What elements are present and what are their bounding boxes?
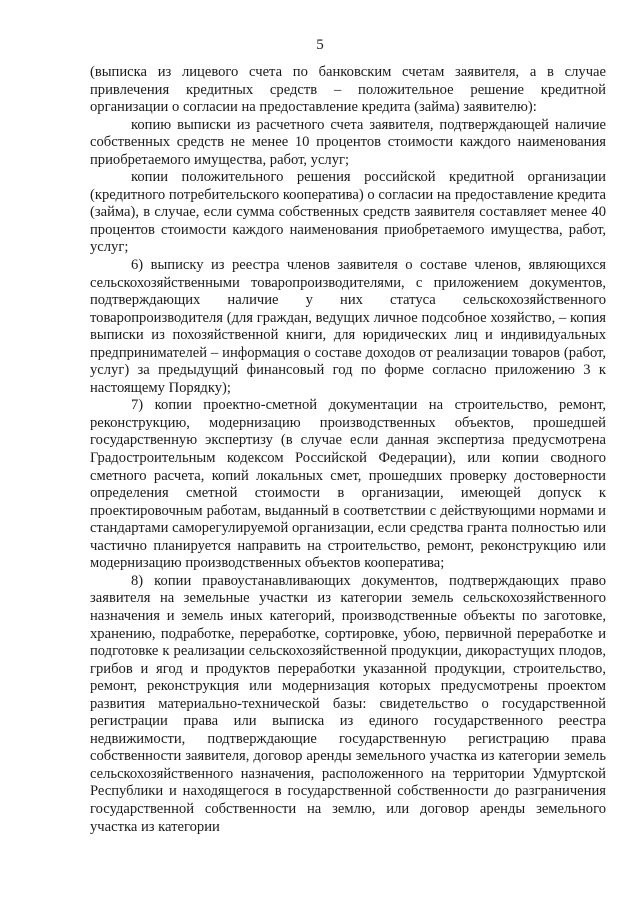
document-body	[90, 64, 606, 836]
paragraph-item-6: 6) выписку из реестра членов заявителя о составе членов, являющихся сельскохозяйственными товаропроизводителями, с приложением документов, подтверждающих наличие у них статуса сельскохозяйственного товаропроизводителя (для граждан, ведущих личное подсобное хозяйство, – копия выписки из похозяйственной книги, для юридических лиц и индивидуальных предпринимателей – информация о составе доходов от реализации товаров (работ, услуг) за предыдущий финансовый год по форме согласно приложению 3 к настоящему Порядку);	[90, 257, 606, 396]
paragraph-account-statement: копию выписки из расчетного счета заявителя, подтверждающей наличие собственных средств не менее 10 процентов стоимости каждого наименования приобретаемого имущества, работ, услуг;	[90, 116, 606, 168]
paragraph-item-7: 7) копии проектно-сметной документации на строительство, ремонт, реконструкцию, модернизацию производственных объектов, прошедшей государственную экспертизу (в случае если данная экспертиза предусмотрена Градостроительным кодексом Российской Федерации), или копии сводного сметного расчета, копий локальных смет, прошедших проверку достоверности определения сметной стоимости в организации, имеющей допуск к проектировочным работам, выданный в соответствии с действующими нормами и стандартами саморегулируемой организации, если средства гранта полностью или частично планируется направить на строительство, ремонт, реконструкцию или модернизацию производственных объектов кооператива;	[90, 397, 606, 572]
paragraph-item-8: 8) копии правоустанавливающих документов, подтверждающих право заявителя на земельные участки из категории земель сельскохозяйственного назначения и земель иных категорий, производственные объекты по заготовке, хранению, подработке, переработке, сортировке, убою, первичной переработке и подготовке к реализации сельскохозяйственной продукции, дикорастущих плодов, грибов и ягод и продуктов переработки указанной продукции, строительство, ремонт, реконструкция или модернизация которых предусмотрены проектом развития материально-технической базы: свидетельство о государственной регистрации права или выписка из единого государственного реестра недвижимости, подтверждающие государственную регистрацию права собственности заявителя, договор аренды земельного участка из категории земель сельскохозяйственного назначения, расположенного на территории Удмуртской Республики и находящегося в государственной собственности до разграничения государственной собственности на землю, или договор аренды земельного участка из категории	[90, 572, 606, 835]
paragraph-credit-decision: копии положительного решения российской кредитной организации (кредитного потребительского кооператива) о согласии на предоставление кредита (займа), в случае, если сумма собственных средств заявителя составляет менее 40 процентов стоимости каждого наименования приобретаемого имущества, работ, услуг;	[90, 169, 606, 256]
page-number: 5	[316, 37, 324, 53]
paragraph-continuation: (выписка из лицевого счета по банковским счетам заявителя, а в случае привлечения кредитных средств – положительное решение кредитной организации о согласии на предоставление кредита (займа) заявителю):	[90, 64, 606, 116]
